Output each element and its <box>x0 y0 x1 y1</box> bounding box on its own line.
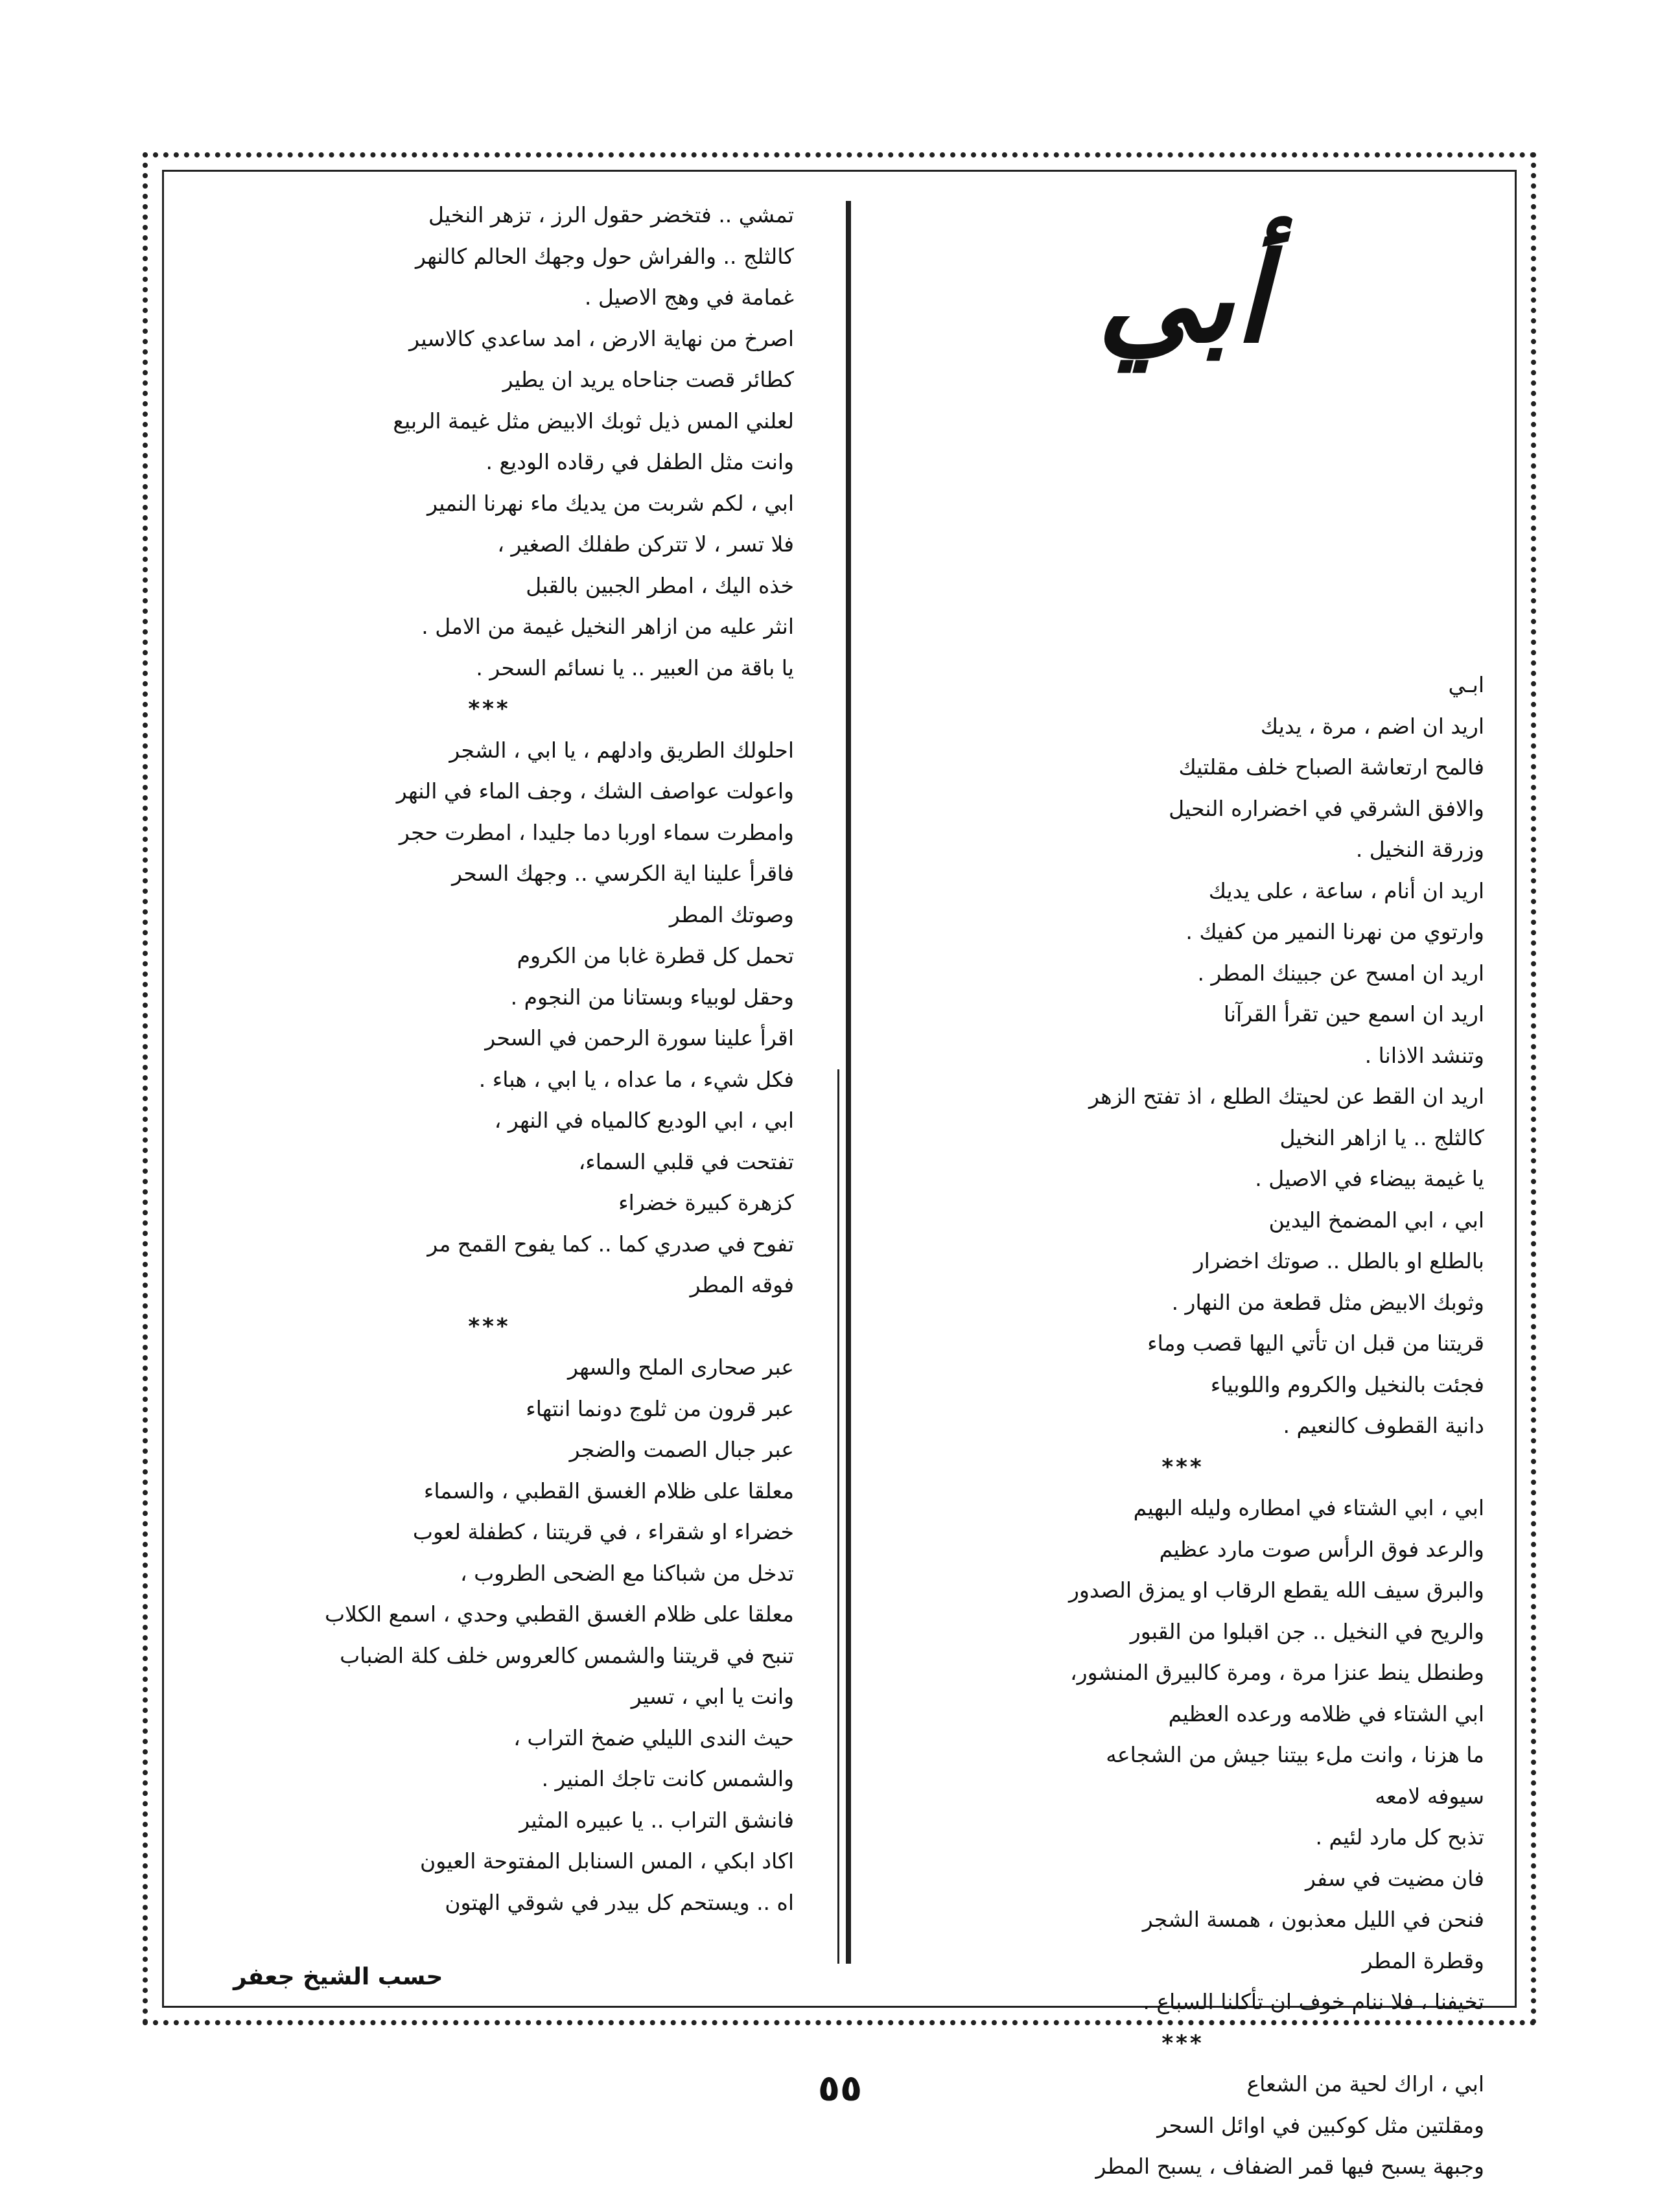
poem-line: اريد ان اسمع حين تقرأ القرآنا <box>1223 1001 1484 1027</box>
right-column <box>881 194 1484 2197</box>
poem-line: تدخل من شباكنا مع الضحى الطروب ، <box>460 1560 794 1586</box>
poem-line: وحقل لوبياء وبستانا من النجوم . <box>510 984 794 1010</box>
poem-line: كزهرة كبيرة خضراء <box>618 1190 794 1215</box>
poem-line: عبر جبال الصمت والضجر <box>569 1437 794 1462</box>
column-divider-thin <box>837 1069 839 1964</box>
poem-line: فلا تسر ، لا تتركن طفلك الصغير ، <box>497 531 794 557</box>
poem-line: وصوتك المطر <box>669 901 794 927</box>
poem-line: فجئت بالنخيل والكروم واللوبياء <box>1210 1371 1484 1397</box>
poem-line: حيث الندى الليلي ضمخ التراب ، <box>513 1725 794 1750</box>
poem-line: ابي ، ابي المضمخ اليدين <box>1268 1207 1484 1233</box>
poem-line: واعولت عواصف الشك ، وجف الماء في النهر <box>396 778 794 804</box>
poem-line: اريد ان اضم ، مرة ، يديك <box>1260 713 1484 739</box>
poem-line: وارتوي من نهرنا النمير من كفيك . <box>1185 919 1484 944</box>
poem-line: وامطرت سماء اوربا دما جليدا ، امطرت حجر <box>399 819 794 845</box>
poem-line: معلقا على ظلام الغسق القطبي وحدي ، اسمع الكلاب <box>324 1601 794 1627</box>
poem-line: معلقا على ظلام الغسق القطبي ، والسماء <box>423 1478 794 1504</box>
poem-line: والبرق سيف الله يقطع الرقاب او يمزق الصدور <box>1068 1577 1484 1603</box>
stanza-separator: *** <box>1161 2030 1204 2056</box>
poem-line: فنحن في الليل معذبون ، همسة الشجر <box>1142 1907 1484 1932</box>
poem-line: والافق الشرقي في اخضراره النحيل <box>1169 795 1484 821</box>
poem-line: كالثلج .. يا ازاهر النخيل <box>1279 1124 1484 1150</box>
left-stanza-3 <box>185 1356 794 1933</box>
poem-line: فان مضيت في سفر <box>1305 1865 1484 1891</box>
poem-line: اه .. ويستحم كل بيدر في شوقي الهتون <box>445 1889 794 1915</box>
poem-line: ما هزنا ، وانت ملء بيتنا جيش من الشجاعه <box>1106 1742 1484 1767</box>
poem-line: تفوح في صدري كما .. كما يفوح القمح مر <box>427 1231 794 1257</box>
poem-line: ومقلتين مثل كوكبين في اوائل السحر <box>1157 2112 1484 2138</box>
author-name: حسب الشيخ جعفر <box>233 1964 443 1990</box>
poem-line: يا باقة من العبير .. يا نسائم السحر . <box>476 655 794 680</box>
poem-line: ابي ، اراك لحية من الشعاع <box>1246 2071 1484 2097</box>
stanza-separator: *** <box>468 1313 511 1340</box>
right-stanza-2 <box>881 1497 1484 2032</box>
poem-line: خذه اليك ، امطر الجبين بالقبل <box>526 572 794 598</box>
poem-line: خضراء او شقراء ، في قريتنا ، كطفلة لعوب <box>412 1519 794 1544</box>
poem-line: فاقرأ علينا اية الكرسي .. وجهك السحر <box>452 861 794 886</box>
poem-line: والريح في النخيل .. جن اقبلوا من القبور <box>1130 1618 1484 1644</box>
poem-line: انثر عليه من ازاهر النخيل غيمة من الامل . <box>421 614 794 639</box>
column-divider <box>846 201 851 1964</box>
poem-line: اكاد ابكي ، المس السنابل المفتوحة العيون <box>419 1848 794 1874</box>
poem-line: اريد ان أنام ، ساعة ، على يديك <box>1208 878 1484 903</box>
left-stanza-2 <box>185 739 794 1316</box>
poem-line: وتنشد الاذانا . <box>1364 1042 1484 1068</box>
poem-line: سيوفه لامعه <box>1375 1783 1484 1809</box>
poem-line: دانية القطوف كالنعيم . <box>1283 1413 1484 1438</box>
poem-line: بالطلع او بالطل .. صوتك اخضرار <box>1193 1248 1484 1273</box>
poem-line: اقرأ علينا سورة الرحمن في السحر <box>485 1025 794 1051</box>
poem-line: اصرخ من نهاية الارض ، امد ساعدي كالاسير <box>409 325 794 351</box>
poem-line: ابي الشتاء في ظلامه ورعده العظيم <box>1168 1701 1484 1726</box>
stanza-separator: *** <box>1161 1454 1204 1480</box>
poem-line: عبر صحارى الملح والسهر <box>567 1354 794 1380</box>
left-column <box>185 204 794 1933</box>
poem-line: ابـي <box>1448 672 1484 697</box>
poem-line: وانت يا ابي ، تسير <box>631 1684 794 1709</box>
poem-line: قريتنا من قبل ان تأتي اليها قصب وماء <box>1147 1331 1484 1356</box>
poem-title: أبي <box>1097 226 1269 370</box>
poem-line: تنبح في قريتنا والشمس كالعروس خلف كلة الضباب <box>340 1642 794 1668</box>
left-stanza-1 <box>185 204 794 698</box>
poem-line: فالمح ارتعاشة الصباح خلف مقلتيك <box>1178 754 1484 780</box>
poem-line: تمشي .. فتخضر حقول الرز ، تزهر النخيل <box>428 202 794 227</box>
poem-line: تحمل كل قطرة غابا من الكروم <box>517 943 794 968</box>
poem-line: ابي ، ابي الوديع كالمياه في النهر ، <box>494 1108 794 1133</box>
poem-line: وزرقة النخيل . <box>1355 837 1484 862</box>
poem-line: ابي ، لكم شربت من يديك ماء نهرنا النمير <box>427 490 794 516</box>
stanza-separator: *** <box>468 696 511 722</box>
poem-line: فانشق التراب .. يا عبيره المثير <box>519 1807 794 1833</box>
poem-line: وطنطل ينط عنزا مرة ، ومرة كالبيرق المنشور، <box>1070 1660 1484 1685</box>
poem-line: وثوبك الابيض مثل قطعة من النهار . <box>1171 1289 1484 1315</box>
poem-line: تخيفنا ، فلا ننام خوف ان تأكلنا السباع . <box>1143 1989 1484 2014</box>
poem-line: وجبهة يسبح فيها قمر الضفاف ، يسبح المطر <box>1095 2154 1484 2179</box>
page-number: ٥٥ <box>817 2067 863 2110</box>
poem-line: فكل شيء ، ما عداه ، يا ابي ، هباء . <box>478 1066 794 1092</box>
poem-line: غمامة في وهج الاصيل . <box>584 285 794 310</box>
poem-line: لعلني المس ذيل ثوبك الابيض مثل غيمة الربيع <box>393 408 794 434</box>
poem-line: تذبح كل مارد لئيم . <box>1315 1824 1484 1850</box>
poem-line: فوقه المطر <box>690 1272 794 1297</box>
poem-line: احلولك الطريق وادلهم ، يا ابي ، الشجر <box>449 737 794 763</box>
poem-line: وقطرة المطر <box>1362 1947 1484 1973</box>
poem-line: كالثلج .. والفراش حول وجهك الحالم كالنهر <box>415 243 794 269</box>
poem-line: تفتحت في قلبي السماء، <box>578 1148 794 1174</box>
poem-line: والشمس كانت تاجك المنير . <box>541 1766 794 1791</box>
right-stanza-1 <box>881 674 1484 1456</box>
poem-line: والرعد فوق الرأس صوت مارد عظيم <box>1159 1536 1484 1562</box>
poem-line: كطائر قصت جناحاه يريد ان يطير <box>502 367 794 392</box>
poem-line: ابي ، ابي الشتاء في امطاره وليله البهيم <box>1133 1495 1484 1520</box>
poem-line: يا غيمة بيضاء في الاصيل . <box>1255 1166 1484 1191</box>
poem-line: اريد ان امسح عن جبينك المطر . <box>1197 960 1484 986</box>
poem-line: عبر قرون من ثلوج دونما انتهاء <box>526 1395 794 1421</box>
poem-line: وانت مثل الطفل في رقاده الوديع . <box>485 449 794 474</box>
poem-line: اريد ان القط عن لحيتك الطلع ، اذ تفتح الزهر <box>1088 1084 1484 1109</box>
